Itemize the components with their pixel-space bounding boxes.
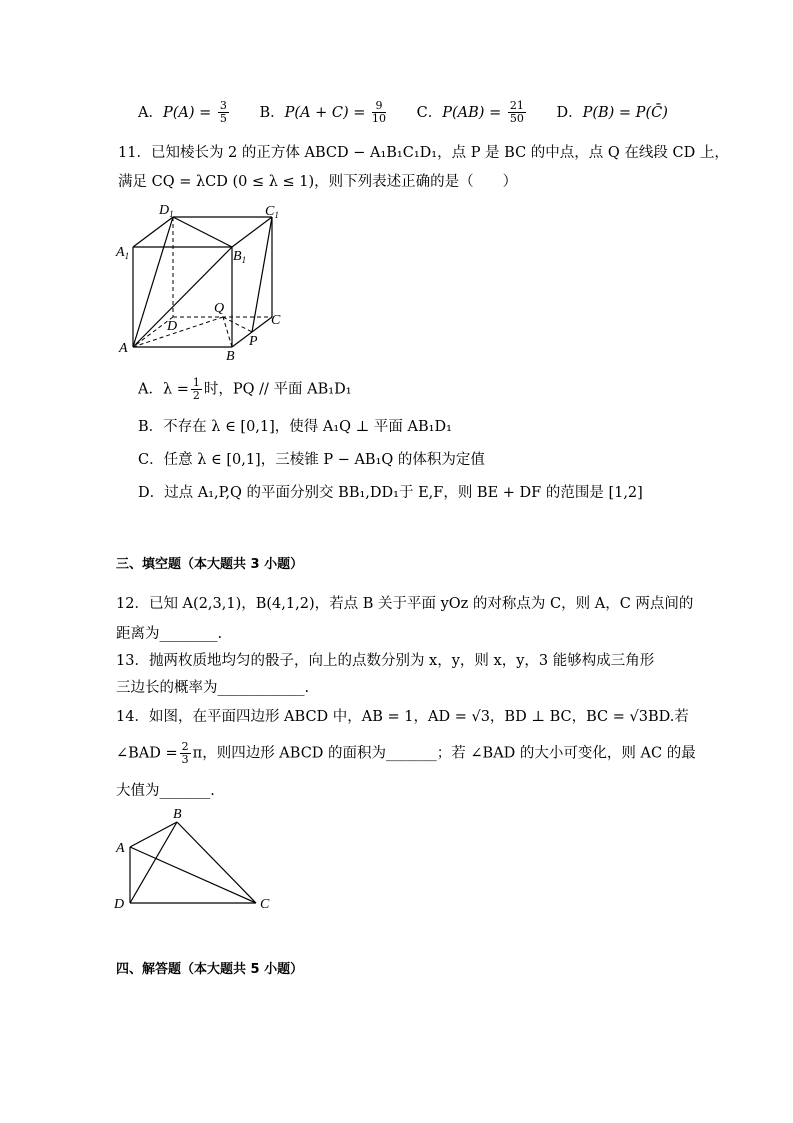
q12-line1: 12．已知 A(2,3,1)，B(4,1,2)，若点 B 关于平面 yOz 的对称点为 C，则 A，C 两点间的 bbox=[116, 596, 694, 612]
label-c: C bbox=[271, 313, 281, 328]
q10-option-a: A．P(A) = $\frac{3}{5}$ bbox=[138, 99, 227, 125]
label-a1: $A_1$ bbox=[116, 245, 130, 261]
label-q14-b: B bbox=[173, 807, 182, 822]
label-q: Q bbox=[214, 301, 225, 316]
label-a: A bbox=[119, 341, 128, 356]
q14-line2: ∠BAD = $\frac{2}{3}$ π，则四边形 ABCD 的面积为_______；若 ∠BAD 的大小可变化，则 AC 的最 bbox=[116, 740, 696, 766]
label-p: P bbox=[249, 334, 258, 349]
q13-line1: 13．抛两枚质地均匀的骰子，向上的点数分别为 x，y，则 x，y，3 能够构成三角形 bbox=[116, 653, 655, 669]
q14-line3: 大值为_______. bbox=[116, 783, 215, 799]
q12-line2: 距离为________. bbox=[116, 626, 223, 642]
q10-option-d: D．P(B) = P(C̄) bbox=[556, 104, 668, 121]
q11-stem-line2: 满足 CQ = λCD (0 ≤ λ ≤ 1)，则下列表述正确的是（ ） bbox=[118, 174, 518, 190]
label-c1: $C_1$ bbox=[265, 204, 279, 220]
q13-line2: 三边长的概率为____________. bbox=[116, 680, 310, 696]
q11-stem-line1: 11．已知棱长为 2 的正方体 ABCD − A₁B₁C₁D₁，点 P 是 BC 的中点，点 Q 在线段 CD 上， bbox=[118, 145, 729, 161]
q14-line1: 14．如图，在平面四边形 ABCD 中，AB = 1，AD = √3，BD ⊥ BC，BC = √3BD.若 bbox=[116, 709, 689, 725]
q11-option-b: B．不存在 λ ∈ [0,1]，使得 A₁Q ⊥ 平面 AB₁D₁ bbox=[138, 419, 452, 435]
cube-figure bbox=[115, 200, 295, 365]
q10-option-c: C．P(AB) = $\frac{21}{50}$ bbox=[416, 99, 524, 125]
q10-option-b: B．P(A + C) = $\frac{9}{10}$ bbox=[259, 99, 387, 125]
label-q14-a: A bbox=[116, 841, 125, 856]
q11-option-c: C．任意 λ ∈ [0,1]，三棱锥 P − AB₁Q 的体积为定值 bbox=[138, 452, 485, 468]
label-d: D bbox=[167, 319, 178, 334]
q11-option-d: D．过点 A₁,P,Q 的平面分别交 BB₁,DD₁于 E,F，则 BE + DF 的范围是 [1,2] bbox=[138, 485, 643, 501]
label-b1: $B_1$ bbox=[233, 249, 247, 265]
label-b: B bbox=[226, 349, 235, 364]
label-d1: $D_1$ bbox=[159, 203, 174, 219]
q11-option-a: A．λ = $\frac{1}{2}$ 时，PQ // 平面 AB₁D₁ bbox=[138, 376, 352, 402]
section3-heading: 三、填空题（本大题共 3 小题） bbox=[116, 557, 304, 572]
q10-options-row bbox=[138, 100, 668, 125]
label-q14-c: C bbox=[260, 897, 270, 910]
label-q14-d: D bbox=[114, 897, 125, 910]
quadrilateral-figure bbox=[110, 805, 280, 910]
section4-heading: 四、解答题（本大题共 5 小题） bbox=[116, 962, 304, 977]
